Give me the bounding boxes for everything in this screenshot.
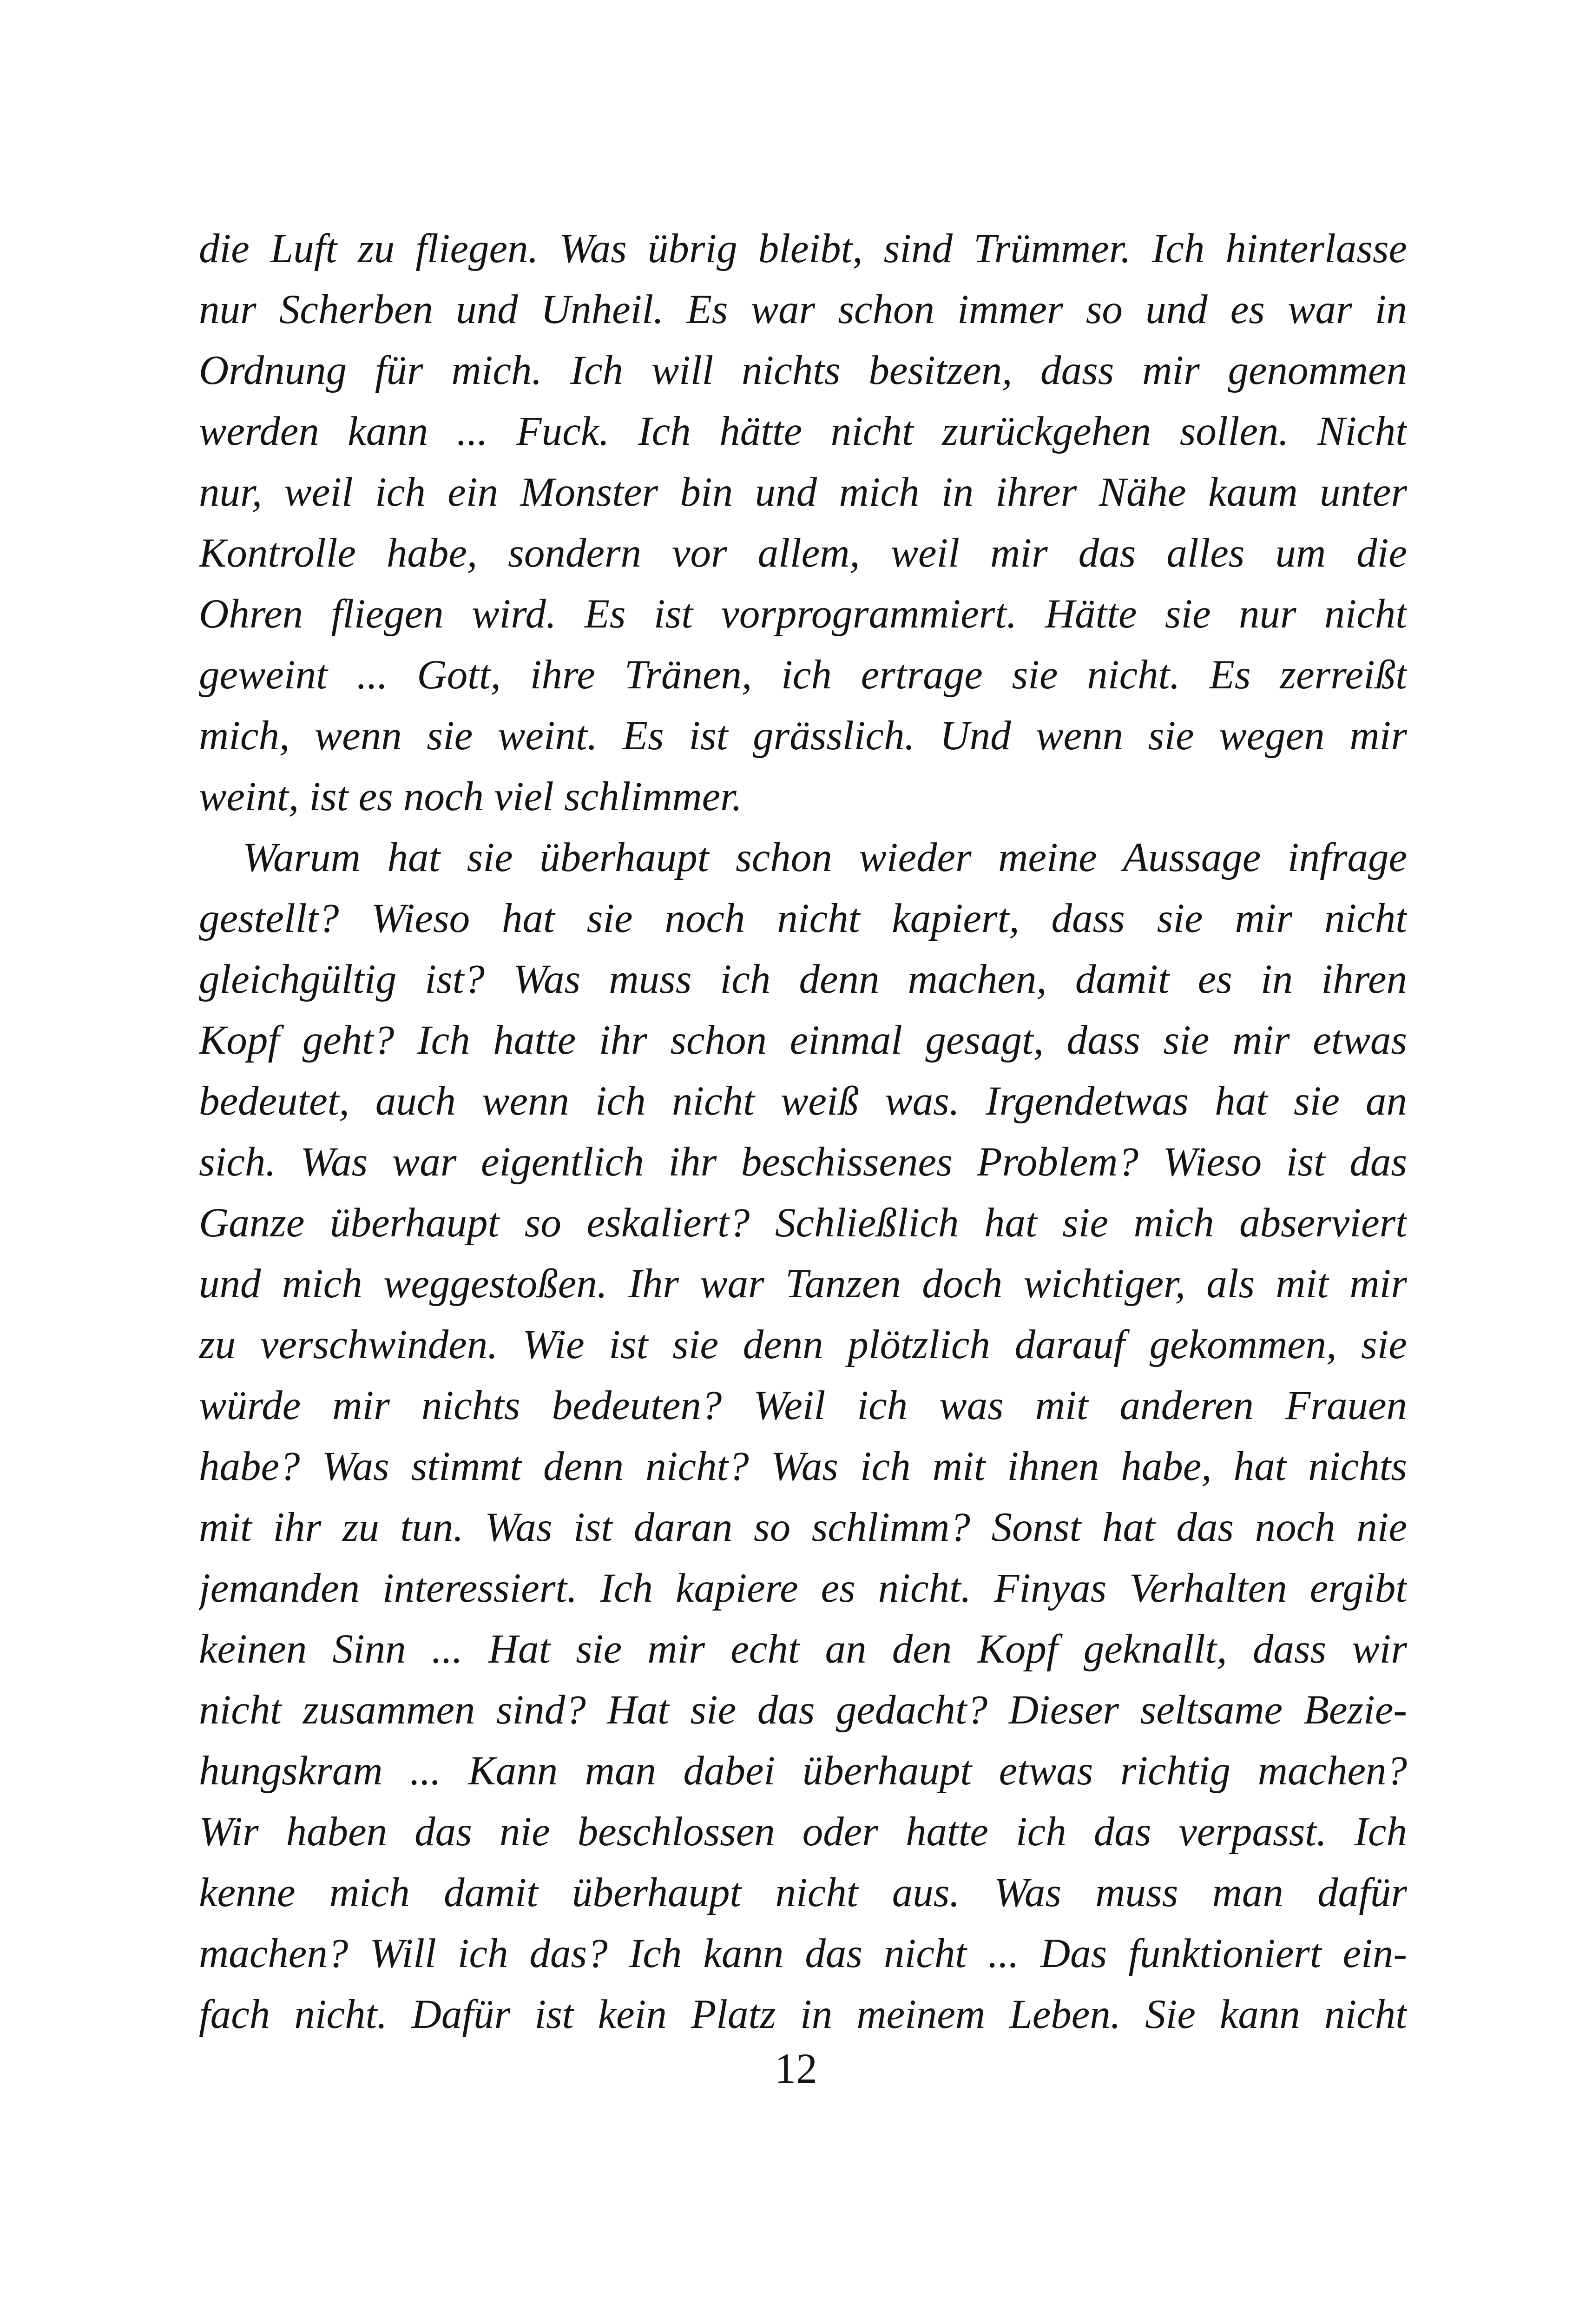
text-line: Kopf geht? Ich hatte ihr schon einmal gesagt, dass sie mir etwas [199,1017,1407,1063]
text-line: sich. Was war eigentlich ihr beschissenes Problem? Wieso ist das [199,1139,1407,1185]
text-line: keinen Sinn ... Hat sie mir echt an den Kopf geknallt, dass wir [199,1626,1407,1672]
text-line: und mich weggestoßen. Ihr war Tanzen doch wichtiger, als mit mir [199,1261,1407,1307]
text-line: machen? Will ich das? Ich kann das nicht ... Das funktioniert ein- [199,1931,1407,1976]
text-line: fach nicht. Dafür ist kein Platz in meinem Leben. Sie kann nicht [199,1992,1407,2037]
text-line: Ordnung für mich. Ich will nichts besitzen, dass mir genommen [199,348,1407,393]
text-line: gestellt? Wieso hat sie noch nicht kapiert, dass sie mir nicht [199,896,1407,941]
text-line: die Luft zu fliegen. Was übrig bleibt, sind Trümmer. Ich hinterlasse [199,226,1407,271]
text-line: zu verschwinden. Wie ist sie denn plötzlich darauf gekommen, sie [199,1322,1407,1367]
text-line: bedeutet, auch wenn ich nicht weiß was. Irgendetwas hat sie an [199,1078,1407,1124]
text-line: jemanden interessiert. Ich kapiere es nicht. Finyas Verhalten ergibt [199,1565,1407,1611]
text-line: hungskram ... Kann man dabei überhaupt etwas richtig machen? [199,1748,1407,1794]
text-line: weint, ist es noch viel schlimmer. [199,774,743,819]
text-line: habe? Was stimmt denn nicht? Was ich mit ihnen habe, hat nichts [199,1444,1407,1489]
text-line: Warum hat sie überhaupt schon wieder meine Aussage infrage [243,835,1407,880]
text-line: Kontrolle habe, sondern vor allem, weil mir das alles um die [199,530,1407,576]
text-line: nur, weil ich ein Monster bin und mich in ihrer Nähe kaum unter [199,469,1407,515]
text-line: nicht zusammen sind? Hat sie das gedacht? Dieser seltsame Bezie- [199,1687,1407,1733]
text-line: Ohren fliegen wird. Es ist vorprogrammiert. Hätte sie nur nicht [199,591,1407,637]
text-line: geweint ... Gott, ihre Tränen, ich ertrage sie nicht. Es zerreißt [199,652,1407,698]
text-line: mich, wenn sie weint. Es ist grässlich. Und wenn sie wegen mir [199,713,1407,759]
text-line: kenne mich damit überhaupt nicht aus. Was muss man dafür [199,1870,1407,1915]
text-line: Ganze überhaupt so eskaliert? Schließlich hat sie mich abserviert [199,1200,1407,1246]
page-number: 12 [775,2045,817,2092]
text-line: werden kann ... Fuck. Ich hätte nicht zurückgehen sollen. Nicht [199,409,1407,454]
text-line: würde mir nichts bedeuten? Weil ich was mit anderen Frauen [199,1383,1407,1428]
text-line: mit ihr zu tun. Was ist daran so schlimm? Sonst hat das noch nie [199,1505,1407,1550]
text-line: gleichgültig ist? Was muss ich denn machen, damit es in ihren [199,957,1407,1002]
text-line: nur Scherben und Unheil. Es war schon immer so und es war in [199,287,1407,332]
body-text [199,218,1407,2045]
text-line: Wir haben das nie beschlossen oder hatte ich das verpasst. Ich [199,1809,1407,1855]
